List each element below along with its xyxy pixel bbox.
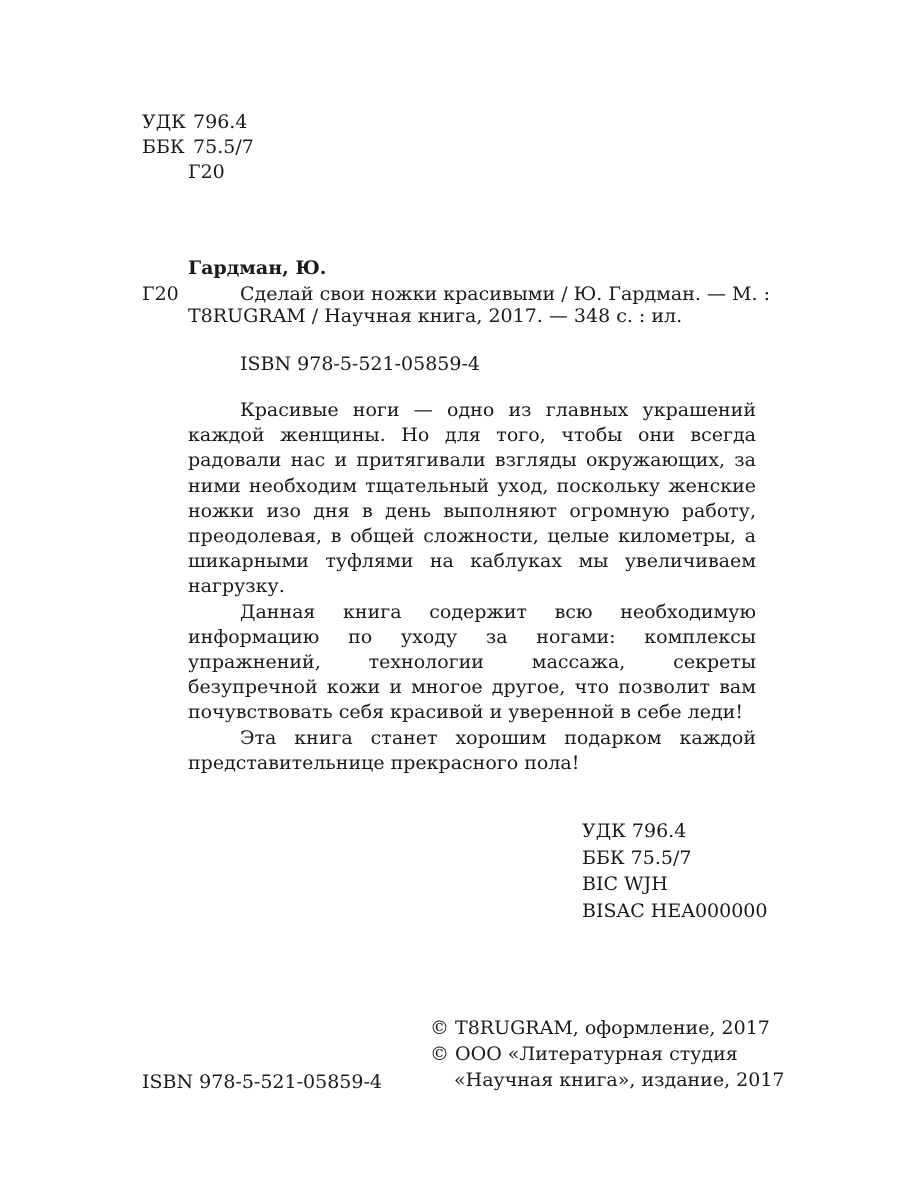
record-title-line-1: Сделай свои ножки красивыми / Ю. Гардман. — М. : (240, 283, 770, 305)
author-mark-top: Г20 (188, 161, 225, 183)
annotation-paragraph-1: Красивые ноги — одно из главных украшений каждой женщины. Но для того, чтобы они всегда радовали нас и притягивали взгляды окружающих, за ними необходим тщательный уход, поскольку женские ножки изо дня в день выполняют огромную работу, преодолевая, в общей сложности, целые километры, а шикарными туфлями на каблуках мы увеличиваем нагрузку. (188, 399, 756, 598)
annotation-paragraph-3: Эта книга станет хорошим подарком каждой представительнице прекрасного пола! (188, 726, 756, 774)
bbk-label: ББК (142, 136, 185, 158)
bottom-bic: BIC WJH (582, 873, 668, 895)
record-author: Гардман, Ю. (188, 257, 327, 279)
copyright-publisher-line-1: © ООО «Литературная студия (430, 1043, 738, 1065)
record-isbn: ISBN 978-5-521-05859-4 (240, 353, 480, 375)
record-author-mark: Г20 (142, 283, 179, 305)
copyright-design: © T8RUGRAM, оформление, 2017 (430, 1017, 770, 1039)
annotation (188, 398, 756, 776)
bbk-line (142, 133, 254, 161)
record-title-line-2: T8RUGRAM / Научная книга, 2017. — 348 с. : ил. (188, 305, 683, 327)
bottom-bisac: BISAC HEA000000 (582, 899, 768, 922)
udk-line (142, 108, 247, 136)
bottom-bbk: ББК 75.5/7 (582, 846, 692, 869)
footer-isbn: ISBN 978-5-521-05859-4 (142, 1071, 382, 1093)
annotation-paragraph-2: Данная книга содержит всю необходимую информацию по уходу за ногами: комплексы упражнений, технологии массажа, секреты безупречной кожи и многое другое, что позволит вам почувствовать себя красивой и уверенной в себе леди! (188, 600, 756, 724)
udk-label: УДК (142, 111, 186, 133)
bottom-classification (582, 818, 767, 924)
copyright-publisher-line-2: «Научная книга», издание, 2017 (454, 1069, 785, 1091)
udk-value: 796.4 (193, 111, 248, 133)
bbk-value: 75.5/7 (193, 136, 254, 158)
bottom-udk: УДК 796.4 (582, 820, 687, 842)
